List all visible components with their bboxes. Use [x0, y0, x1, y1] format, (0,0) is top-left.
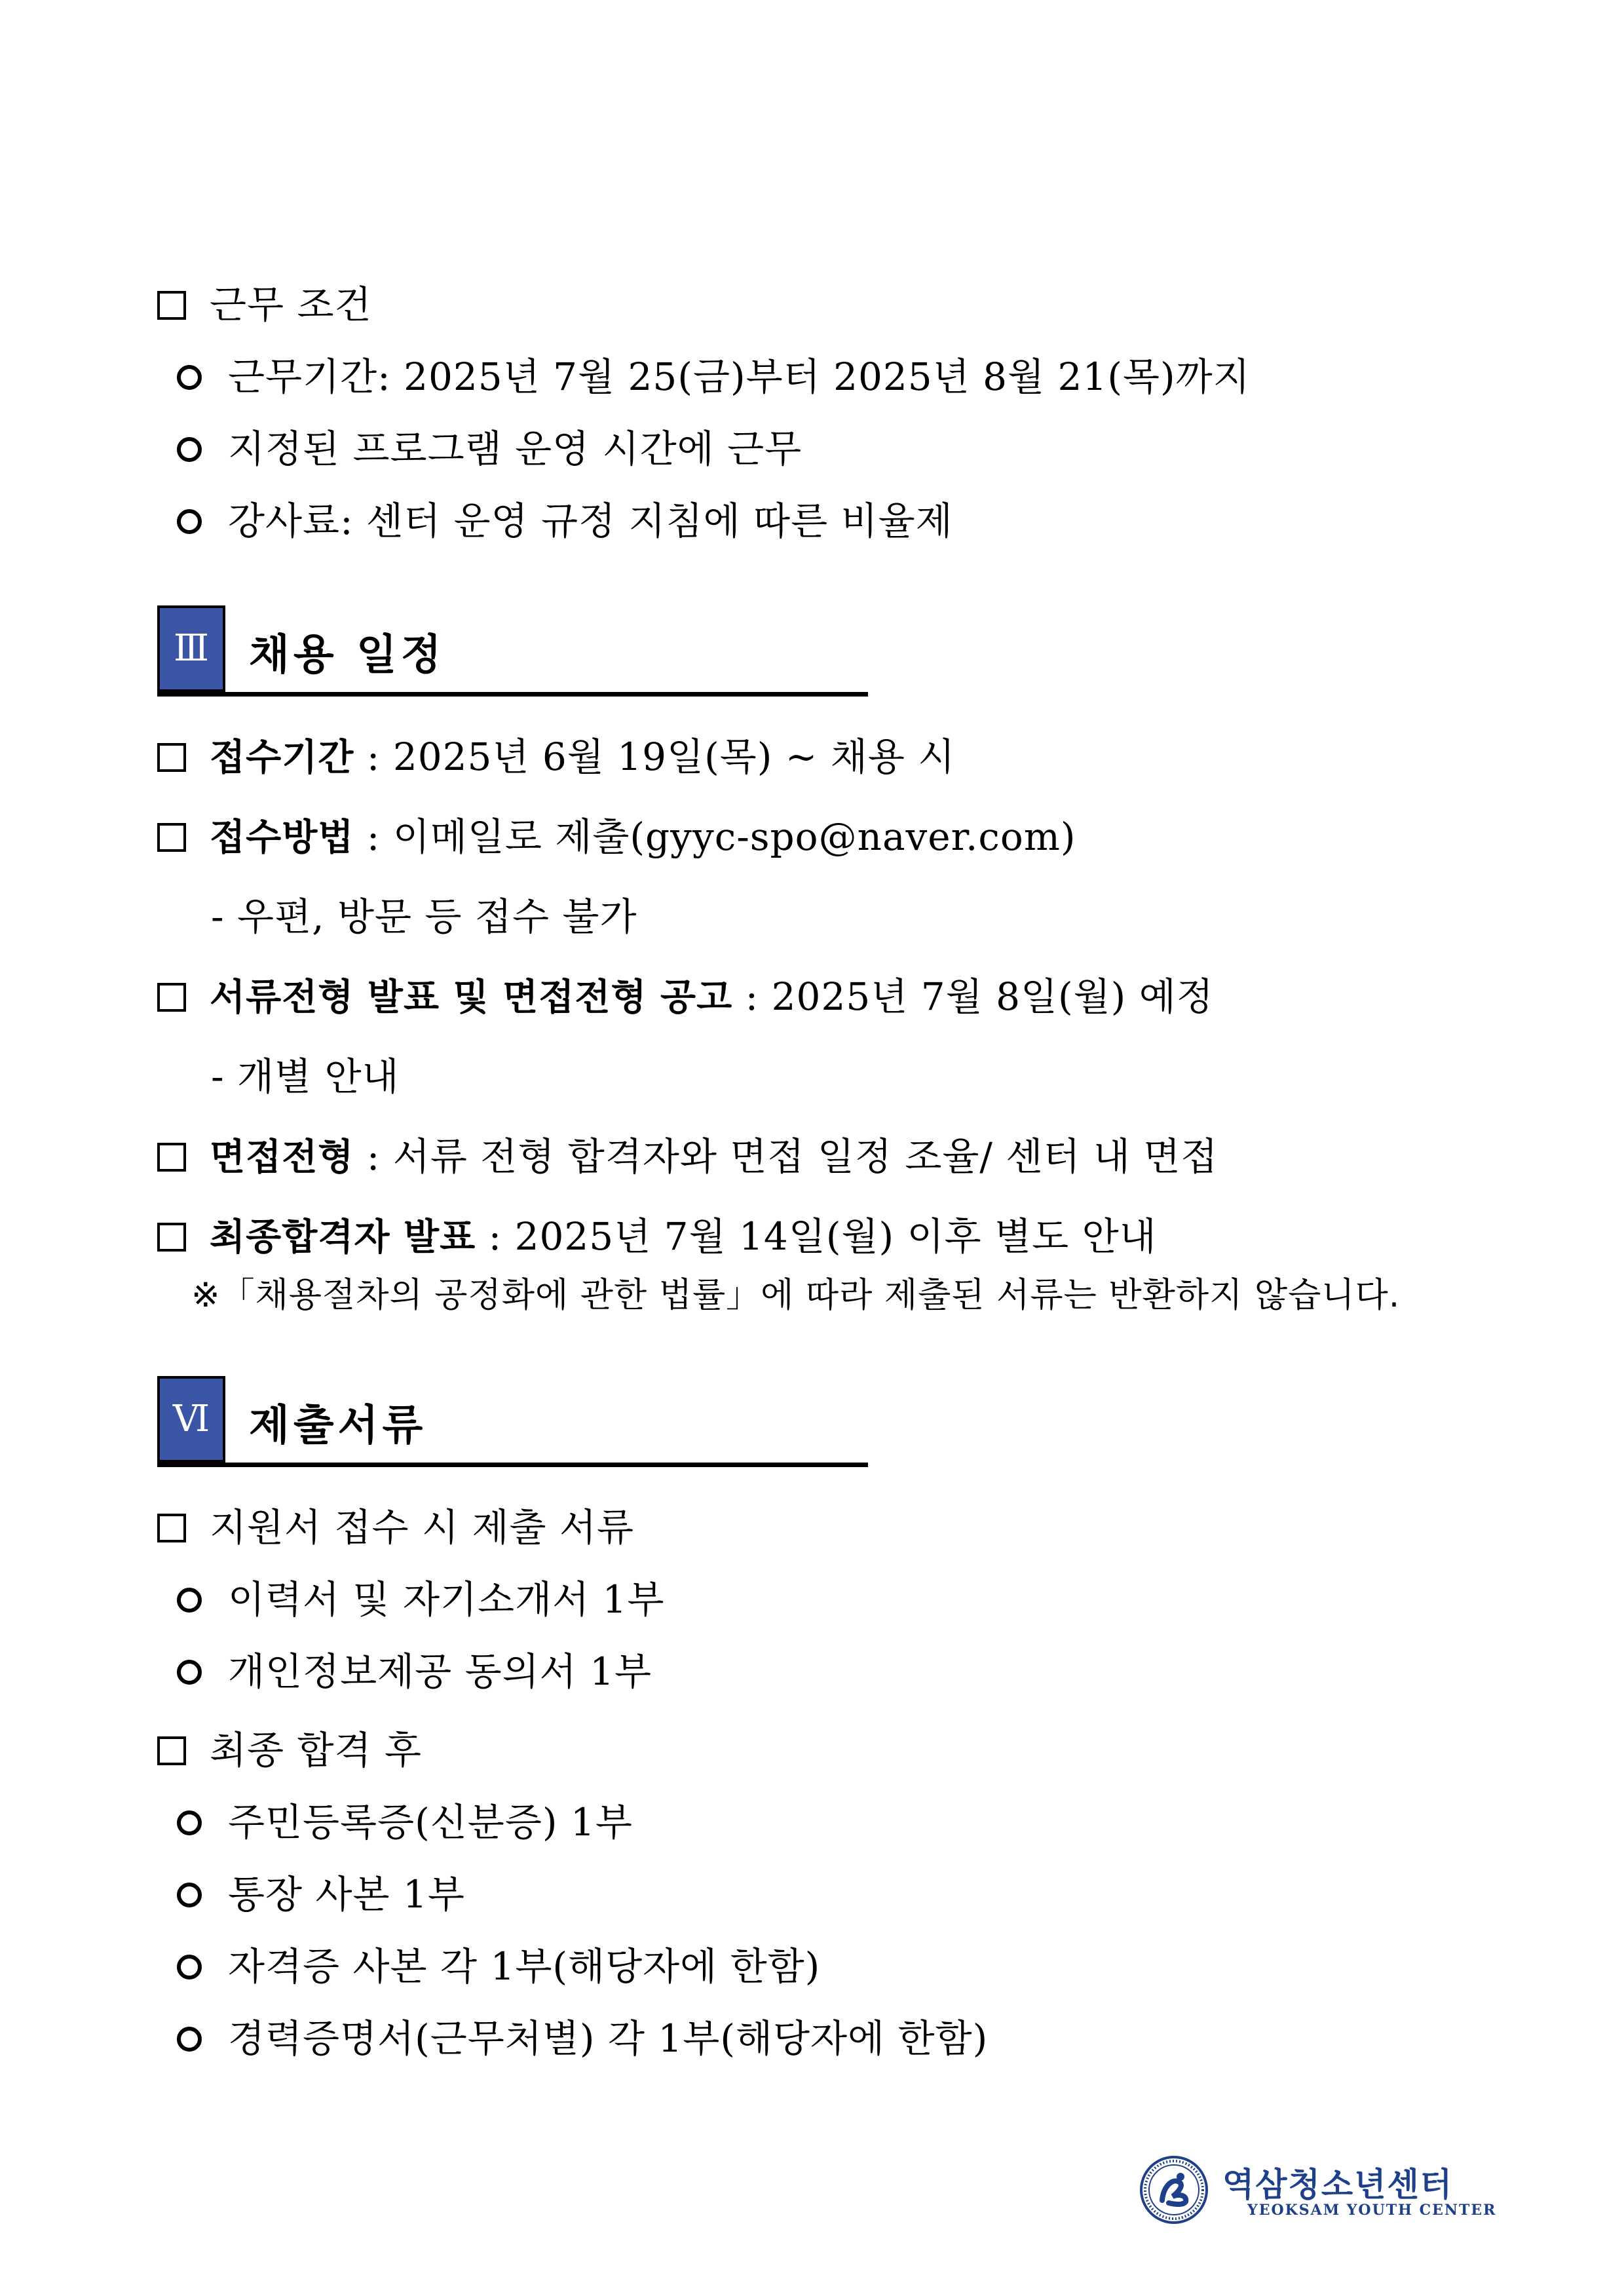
schedule-subnote: - 개별 안내	[211, 1054, 400, 1099]
center-name-korean: 역삼청소년센터	[1222, 2166, 1454, 2204]
list-item: 통장 사본 1부	[177, 1871, 465, 1917]
schedule-subnote: - 우편, 방문 등 접수 불가	[211, 894, 637, 939]
list-item: 자격증 사본 각 1부(해당자에 한함)	[177, 1943, 820, 1989]
conditions-heading-row	[157, 282, 372, 328]
list-item: 개인정보제공 동의서 1부	[177, 1649, 652, 1694]
documents-group-heading: 지원서 접수 시 제출 서류	[157, 1504, 634, 1550]
circle-bullet-icon	[177, 1588, 202, 1613]
list-item: 경력증명서(근무처별) 각 1부(해당자에 한함)	[177, 2016, 988, 2061]
checkbox-square-icon	[157, 1143, 186, 1172]
schedule-row: 최종합격자 발표 : 2025년 7월 14일(월) 이후 별도 안내	[157, 1214, 1157, 1261]
section-title: 채용 일정	[249, 631, 445, 679]
schedule-row: 접수방법 : 이메일로 제출(gyyc-spo@naver.com)	[157, 814, 1076, 861]
circle-bullet-icon	[177, 1955, 202, 1980]
list-item: 강사료: 센터 운영 규정 지침에 따른 비율제	[177, 498, 953, 544]
section-6-header	[157, 1376, 868, 1467]
list-item: 이력서 및 자기소개서 1부	[177, 1577, 665, 1622]
checkbox-square-icon	[157, 1736, 186, 1765]
center-logo	[1139, 2154, 1497, 2227]
checkbox-square-icon	[157, 823, 186, 852]
list-item: 주민등록증(신분증) 1부	[177, 1799, 633, 1845]
schedule-row: 면접전형 : 서류 전형 합격자와 면접 일정 조율/ 센터 내 면접	[157, 1134, 1218, 1181]
circle-bullet-icon	[177, 509, 202, 534]
conditions-heading: 근무 조건	[210, 282, 372, 327]
circle-bullet-icon	[177, 365, 202, 390]
section-number-badge: Ⅵ	[157, 1376, 225, 1463]
checkbox-square-icon	[157, 291, 186, 320]
checkbox-square-icon	[157, 1223, 186, 1252]
documents-group-heading: 최종 합격 후	[157, 1727, 422, 1773]
schedule-row: 서류전형 발표 및 면접전형 공고 : 2025년 7월 8일(월) 예정	[157, 974, 1214, 1021]
circle-bullet-icon	[177, 437, 202, 462]
schedule-row: 접수기간 : 2025년 6월 19일(목) ~ 채용 시	[157, 734, 955, 781]
circle-bullet-icon	[177, 1883, 202, 1907]
checkbox-square-icon	[157, 983, 186, 1012]
section-3-header	[157, 605, 868, 697]
circle-bullet-icon	[177, 2027, 202, 2052]
checkbox-square-icon	[157, 1514, 186, 1542]
list-item: 지정된 프로그램 운영 시간에 근무	[177, 426, 802, 472]
center-emblem-icon	[1139, 2154, 1209, 2225]
section-title: 제출서류	[249, 1402, 427, 1450]
circle-bullet-icon	[177, 1660, 202, 1685]
circle-bullet-icon	[177, 1810, 202, 1835]
list-item: 근무기간: 2025년 7월 25(금)부터 2025년 8월 21(목)까지	[177, 354, 1251, 400]
legal-note: ※「채용절차의 공정화에 관한 법률」에 따라 제출된 서류는 반환하지 않습니다.	[191, 1276, 1401, 1315]
checkbox-square-icon	[157, 743, 186, 772]
center-name-english: YEOKSAM YOUTH CENTER	[1247, 2202, 1497, 2219]
section-number-badge: Ⅲ	[157, 605, 225, 692]
